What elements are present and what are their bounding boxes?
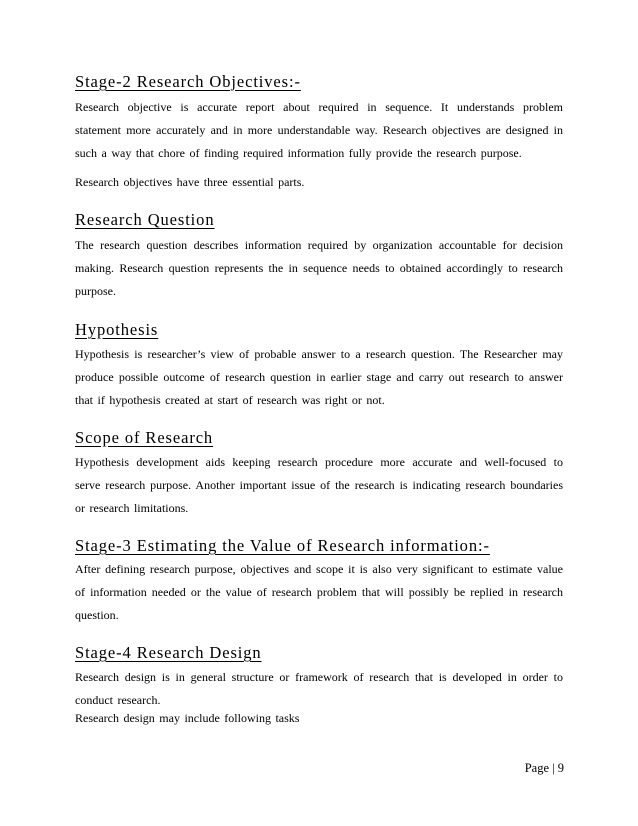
heading-stage-2: Stage-2 Research Objectives:- [75, 72, 301, 91]
paragraph-hypothesis: Hypothesis is researcher’s view of probable answer to a research question. The Researcher may produce possible outcome of research question in earlier stage and carry out research to answer that if hypothesis created at start of research was right or not. [75, 347, 563, 407]
paragraph-research-objectives: Research objective is accurate report about required in sequence. It understands problem statement more accurately and in more understandable way. Research objectives are designed in such a way that chore of finding required information fully provide the research purpose. [75, 100, 563, 160]
page-number: Page | 9 [524, 761, 564, 775]
heading-scope-of-research: Scope of Research [75, 428, 214, 447]
heading-hypothesis: Hypothesis [75, 320, 159, 339]
paragraph-research-question: The research question describes information required by organization accountable for decision making. Research question represents the in sequence needs to obtained accordingly to research purpose. [75, 238, 563, 298]
paragraph-objectives-parts: Research objectives have three essential parts. [75, 175, 305, 189]
paragraph-design-tasks: Research design may include following tasks [75, 711, 300, 725]
heading-stage-3: Stage-3 Estimating the Value of Research information:- [75, 536, 490, 555]
paragraph-scope-of-research: Hypothesis development aids keeping research procedure more accurate and well-focused to serve research purpose. Another important issue of the research is indicating research boundaries or research limitations. [75, 455, 563, 515]
heading-research-question: Research Question [75, 210, 215, 229]
paragraph-research-design: Research design is in general structure or framework of research that is developed in order to conduct research. [75, 670, 563, 707]
heading-stage-4: Stage-4 Research Design [75, 643, 262, 662]
paragraph-estimating-value: After defining research purpose, objectives and scope it is also very significant to estimate value of information needed or the value of research problem that will possibly be replied in research question. [75, 562, 563, 622]
